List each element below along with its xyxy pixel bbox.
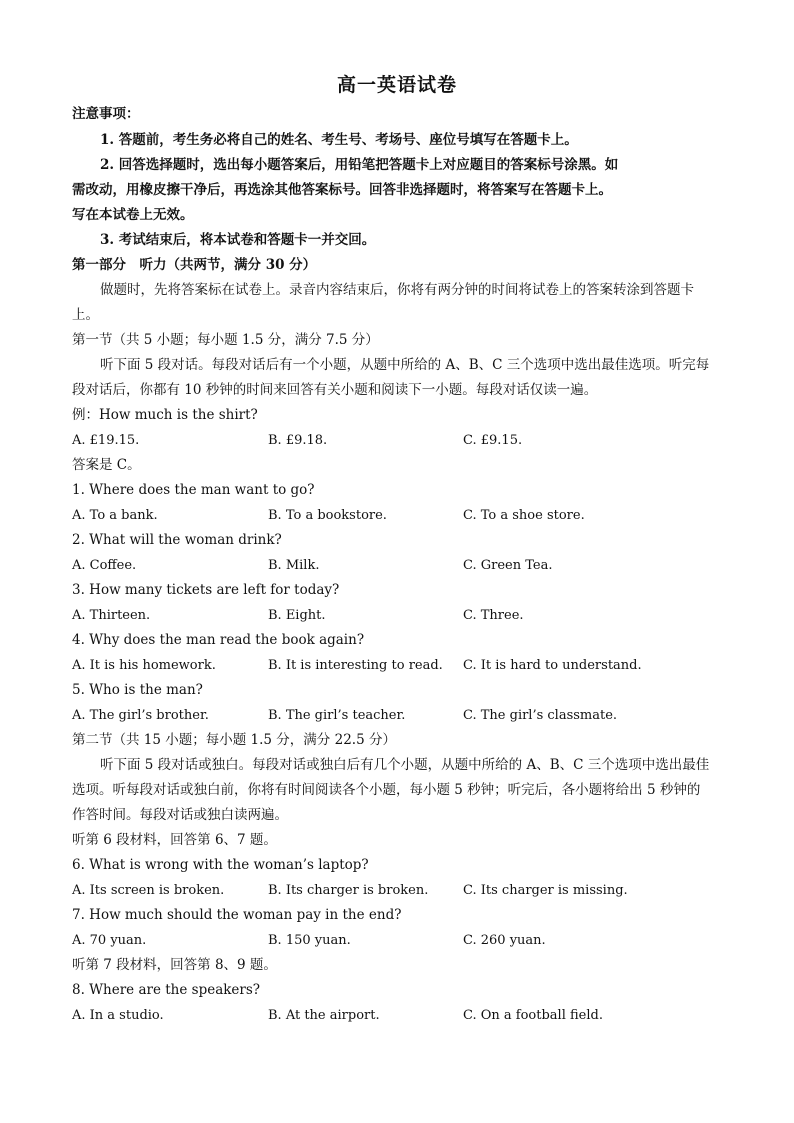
question-1-option-c: C. To a shoe store. bbox=[463, 508, 585, 523]
question-5-option-a: A. The girl’s brother. bbox=[72, 708, 209, 723]
example-option-b: B. £9.18. bbox=[268, 433, 328, 448]
notice-item-1: 1. 答题前，考生务必将自己的姓名、考生号、考场号、座位号填写在答题卡上。 bbox=[100, 132, 578, 148]
notice-item-2-line-1: 2. 回答选择题时，选出每小题答案后，用铅笔把答题卡上对应题目的答案标号涂黑。如 bbox=[100, 157, 619, 173]
example-option-a: A. £19.15. bbox=[72, 433, 140, 448]
question-1: 1. Where does the man want to go? bbox=[72, 482, 315, 498]
section1-intro-line-2: 段对话后，你都有 10 秒钟的时间来回答有关小题和阅读下一小题。每段对话仅读一遍。 bbox=[72, 382, 598, 398]
question-2-option-c: C. Green Tea. bbox=[463, 558, 553, 573]
question-4-option-a: A. It is his homework. bbox=[72, 658, 216, 673]
question-2-option-b: B. Milk. bbox=[268, 558, 320, 573]
question-4-option-c: C. It is hard to understand. bbox=[463, 658, 642, 673]
question-8: 8. Where are the speakers? bbox=[72, 982, 261, 998]
part1-heading: 第一部分 听力（共两节，满分 30 分） bbox=[72, 257, 317, 273]
example-answer: 答案是 C。 bbox=[72, 457, 141, 473]
question-6-option-c: C. Its charger is missing. bbox=[463, 883, 628, 898]
question-5-option-c: C. The girl’s classmate. bbox=[463, 708, 618, 723]
notice-item-2-line-2: 需改动，用橡皮擦干净后，再选涂其他答案标号。回答非选择题时，将答案写在答题卡上。 bbox=[72, 182, 612, 198]
question-2-option-a: A. Coffee. bbox=[72, 558, 137, 573]
question-6-option-b: B. Its charger is broken. bbox=[268, 883, 429, 898]
question-8-option-a: A. In a studio. bbox=[72, 1008, 164, 1023]
question-7: 7. How much should the woman pay in the end? bbox=[72, 907, 402, 923]
question-2: 2. What will the woman drink? bbox=[72, 532, 282, 548]
question-1-option-a: A. To a bank. bbox=[72, 508, 158, 523]
question-1-option-b: B. To a bookstore. bbox=[268, 508, 387, 523]
notice-item-2-line-3: 写在本试卷上无效。 bbox=[72, 207, 194, 223]
example-option-c: C. £9.15. bbox=[463, 433, 523, 448]
material-7-instruction: 听第 7 段材料，回答第 8、9 题。 bbox=[72, 957, 277, 973]
question-8-option-b: B. At the airport. bbox=[268, 1008, 380, 1023]
question-4: 4. Why does the man read the book again? bbox=[72, 632, 365, 648]
notice-item-3: 3. 考试结束后，将本试卷和答题卡一并交回。 bbox=[100, 232, 376, 248]
section2-intro-line-3: 作答时间。每段对话或独白读两遍。 bbox=[72, 807, 288, 823]
notice-heading: 注意事项： bbox=[72, 106, 140, 122]
material-6-instruction: 听第 6 段材料，回答第 6、7 题。 bbox=[72, 832, 277, 848]
part1-intro-line-2: 上。 bbox=[72, 307, 99, 323]
question-6-option-a: A. Its screen is broken. bbox=[72, 883, 225, 898]
example-question: 例：How much is the shirt? bbox=[72, 407, 258, 423]
question-7-option-b: B. 150 yuan. bbox=[268, 933, 351, 948]
question-3-option-c: C. Three. bbox=[463, 608, 524, 623]
question-5-option-b: B. The girl’s teacher. bbox=[268, 708, 406, 723]
question-3-option-b: B. Eight. bbox=[268, 608, 326, 623]
question-8-option-c: C. On a football field. bbox=[463, 1008, 603, 1023]
section1-heading: 第一节（共 5 小题；每小题 1.5 分，满分 7.5 分） bbox=[72, 332, 379, 348]
question-3: 3. How many tickets are left for today? bbox=[72, 582, 340, 598]
question-6: 6. What is wrong with the woman’s laptop? bbox=[72, 857, 369, 873]
question-3-option-a: A. Thirteen. bbox=[72, 608, 151, 623]
section2-intro-line-2: 选项。听每段对话或独白前，你将有时间阅读各个小题，每小题 5 秒钟；听完后，各小题将给出 5 秒钟的 bbox=[72, 782, 701, 798]
page-title: 高一英语试卷 bbox=[336, 74, 457, 96]
part1-intro-line-1: 做题时，先将答案标在试卷上。录音内容结束后，你将有两分钟的时间将试卷上的答案转涂到答题卡 bbox=[100, 282, 694, 298]
question-7-option-a: A. 70 yuan. bbox=[72, 933, 147, 948]
section2-intro-line-1: 听下面 5 段对话或独白。每段对话或独白后有几个小题，从题中所给的 A、B、C 三个选项中选出最佳 bbox=[100, 757, 710, 773]
question-5: 5. Who is the man? bbox=[72, 682, 203, 698]
section1-intro-line-1: 听下面 5 段对话。每段对话后有一个小题，从题中所给的 A、B、C 三个选项中选出最佳选项。听完每 bbox=[100, 357, 710, 373]
question-7-option-c: C. 260 yuan. bbox=[463, 933, 546, 948]
question-4-option-b: B. It is interesting to read. bbox=[268, 658, 443, 673]
section2-heading: 第二节（共 15 小题；每小题 1.5 分，满分 22.5 分） bbox=[72, 732, 396, 748]
